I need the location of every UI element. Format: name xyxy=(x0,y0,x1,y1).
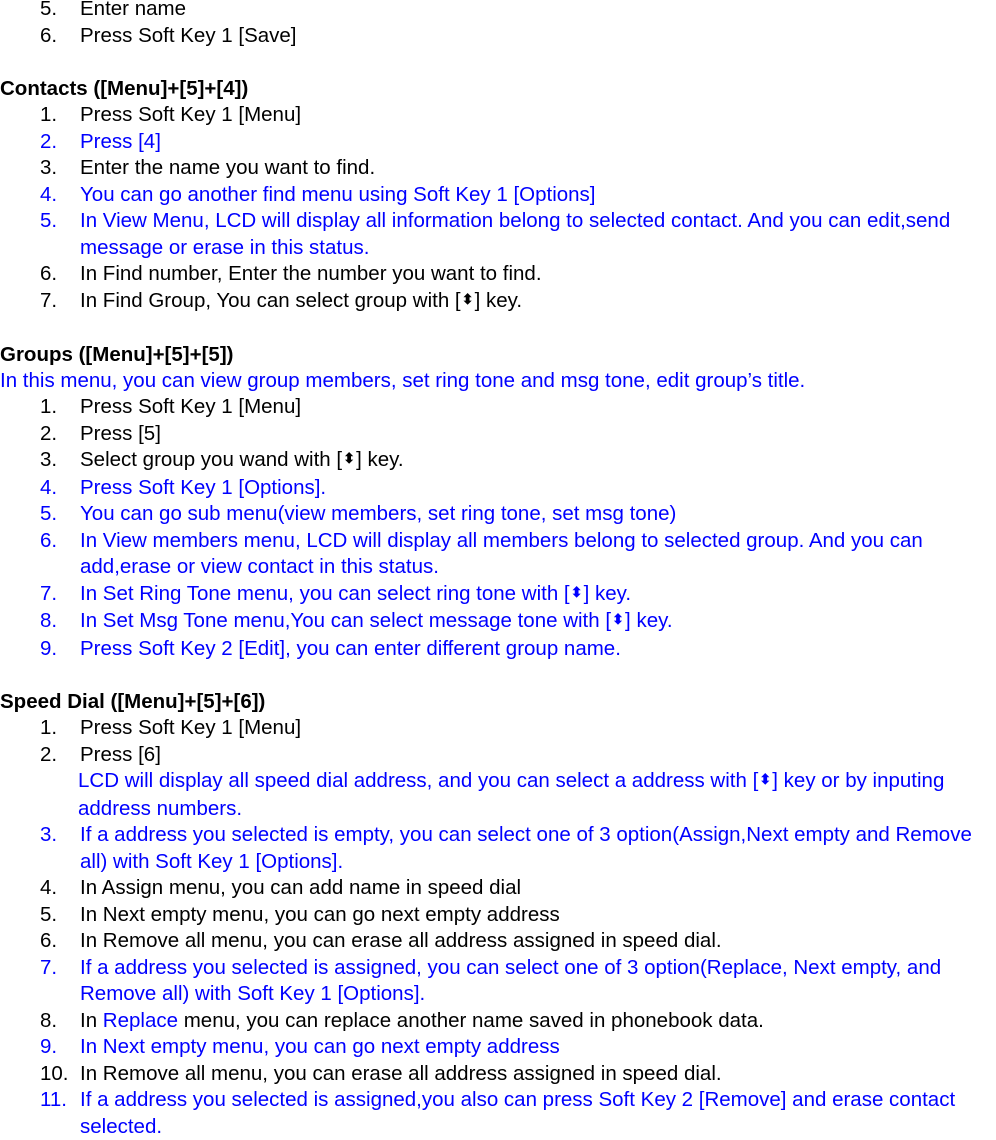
list-text-pre: In xyxy=(80,1008,103,1032)
list-text: In Remove all menu, you can erase all address assigned in speed dial. xyxy=(80,929,722,952)
list-number: 7. xyxy=(40,581,58,605)
list-text: If a address you selected is assigned,you also can press Soft Key 2 [Remove] and erase contact selected. xyxy=(80,1088,956,1138)
list-item xyxy=(0,261,996,288)
list-item xyxy=(0,23,996,50)
list-text: Press Soft Key 1 [Menu] xyxy=(80,716,302,739)
groups-intro: In this menu, you can view group members, set ring tone and msg tone, edit group’s title. xyxy=(0,369,806,392)
list-item xyxy=(0,902,996,929)
list-text: Enter the name you want to find. xyxy=(80,156,376,179)
list-number: 11. xyxy=(40,1088,67,1111)
list-item xyxy=(0,1034,996,1061)
list-number: 3. xyxy=(40,823,58,846)
list-item xyxy=(0,875,996,902)
list-item xyxy=(0,608,996,636)
list-number: 7. xyxy=(40,288,58,312)
list-text-post: menu, you can replace another name saved in phonebook data. xyxy=(178,1008,764,1032)
list-text: In Assign menu, you can add name in speed dial xyxy=(80,876,522,899)
list-number: 1. xyxy=(40,395,58,418)
list-item xyxy=(0,1061,996,1088)
list-number: 5. xyxy=(40,209,58,232)
list-number: 5. xyxy=(40,0,58,20)
list-item xyxy=(0,501,996,528)
list-text: You can go another find menu using Soft Key 1 [Options] xyxy=(80,182,596,206)
list-text: If a address you selected is empty, you can select one of 3 option(Assign,Next empty and Remove all) with Soft Key 1 [Options]. xyxy=(80,823,972,873)
list-text xyxy=(80,581,996,609)
list-text-post: ] key. xyxy=(356,448,404,471)
list-number: 3. xyxy=(40,156,58,179)
list-text-pre: In Set Msg Tone menu,You can select message tone with [ xyxy=(80,609,612,632)
list-number: 6. xyxy=(40,23,58,47)
list-item xyxy=(0,421,996,448)
list-number: 7. xyxy=(40,955,58,979)
list-number: 8. xyxy=(40,1008,58,1032)
list-number: 6. xyxy=(40,528,58,552)
list-item xyxy=(0,102,996,129)
list-item xyxy=(0,394,996,421)
list-text-post: ] key or by inputing address numbers. xyxy=(78,769,945,820)
list-number: 9. xyxy=(40,636,58,660)
list-text-pre: LCD will display all speed dial address, and you can select a address with [ xyxy=(78,769,759,792)
list-number: 6. xyxy=(40,929,58,952)
list-item xyxy=(0,447,996,475)
list-text: Press Soft Key 1 [Menu] xyxy=(80,103,302,126)
up-down-arrow-icon: ⬍ xyxy=(759,771,772,787)
list-number: 4. xyxy=(40,475,58,499)
list-text-pre: In Find Group, You can select group with [ xyxy=(80,288,461,312)
list-number: 4. xyxy=(40,876,58,899)
up-down-arrow-icon: ⬍ xyxy=(461,290,474,307)
list-item xyxy=(0,0,996,23)
list-item xyxy=(0,528,996,581)
list-text: Enter name xyxy=(80,0,186,20)
list-text-post: ] key. xyxy=(474,288,523,312)
list-text-pre: In Set Ring Tone menu, you can select ring tone with [ xyxy=(80,581,570,605)
list-item xyxy=(0,1008,996,1035)
list-item xyxy=(0,928,996,955)
list-number: 5. xyxy=(40,902,58,926)
up-down-arrow-icon: ⬍ xyxy=(570,583,583,600)
list-text: Press Soft Key 2 [Edit], you can enter different group name. xyxy=(80,636,621,660)
list-item xyxy=(0,129,996,156)
list-text: Press Soft Key 1 [Menu] xyxy=(80,395,302,418)
list-text: Press [4] xyxy=(80,129,161,153)
speed-dial-heading: Speed Dial ([Menu]+[5]+[6]) xyxy=(0,690,266,713)
list-item xyxy=(0,475,996,502)
list-text xyxy=(80,288,996,316)
list-text: If a address you selected is assigned, you can select one of 3 option(Replace, Next empty, and Remove all) with Soft Key 1 [Options]. xyxy=(80,955,942,1005)
list-number: 6. xyxy=(40,262,58,285)
list-number: 4. xyxy=(40,182,58,206)
list-number: 1. xyxy=(40,103,58,126)
list-text: In Find number, Enter the number you want to find. xyxy=(80,262,542,285)
list-number: 1. xyxy=(40,716,58,739)
list-continuation xyxy=(0,768,996,822)
list-text xyxy=(80,1008,996,1035)
up-down-arrow-icon: ⬍ xyxy=(343,450,355,466)
list-text: In View Menu, LCD will display all information belong to selected contact. And you can edit,send message or erase in this status. xyxy=(80,209,951,259)
list-item xyxy=(0,636,996,663)
up-down-arrow-icon: ⬍ xyxy=(612,611,624,627)
list-number: 8. xyxy=(40,609,58,632)
groups-heading: Groups ([Menu]+[5]+[5]) xyxy=(0,343,234,366)
list-item xyxy=(0,288,996,316)
list-text: In Next empty menu, you can go next empty address xyxy=(80,1035,560,1058)
list-item xyxy=(0,1087,996,1140)
list-text: In Next empty menu, you can go next empty address xyxy=(80,902,560,926)
list-item xyxy=(0,208,996,261)
list-text: In View members menu, LCD will display all members belong to selected group. And you can add,erase or view contact in this status. xyxy=(80,528,923,578)
list-number: 9. xyxy=(40,1035,58,1058)
list-text: You can go sub menu(view members, set ring tone, set msg tone) xyxy=(80,502,677,525)
list-number: 3. xyxy=(40,448,58,471)
list-number: 10. xyxy=(40,1061,69,1085)
list-text: Press Soft Key 1 [Save] xyxy=(80,23,297,47)
list-number: 5. xyxy=(40,502,58,525)
list-text xyxy=(80,608,996,636)
list-item xyxy=(0,955,996,1008)
list-number: 2. xyxy=(40,129,58,153)
list-text: Press [6] xyxy=(80,742,161,766)
list-text: Press [5] xyxy=(80,421,161,445)
list-item xyxy=(0,581,996,609)
list-text-post: ] key. xyxy=(583,581,632,605)
list-item xyxy=(0,715,996,742)
list-item xyxy=(0,182,996,209)
list-item xyxy=(0,822,996,875)
replace-highlight: Replace xyxy=(102,1008,179,1032)
contacts-heading: Contacts ([Menu]+[5]+[4]) xyxy=(0,77,249,100)
list-item xyxy=(0,742,996,769)
list-text: In Remove all menu, you can erase all address assigned in speed dial. xyxy=(80,1061,722,1085)
list-item xyxy=(0,155,996,182)
list-text xyxy=(80,447,996,475)
list-number: 2. xyxy=(40,421,58,445)
list-text: Press Soft Key 1 [Options]. xyxy=(80,475,327,499)
list-text-pre: Select group you wand with [ xyxy=(80,448,343,471)
list-text-post: ] key. xyxy=(625,609,673,632)
list-number: 2. xyxy=(40,742,58,766)
